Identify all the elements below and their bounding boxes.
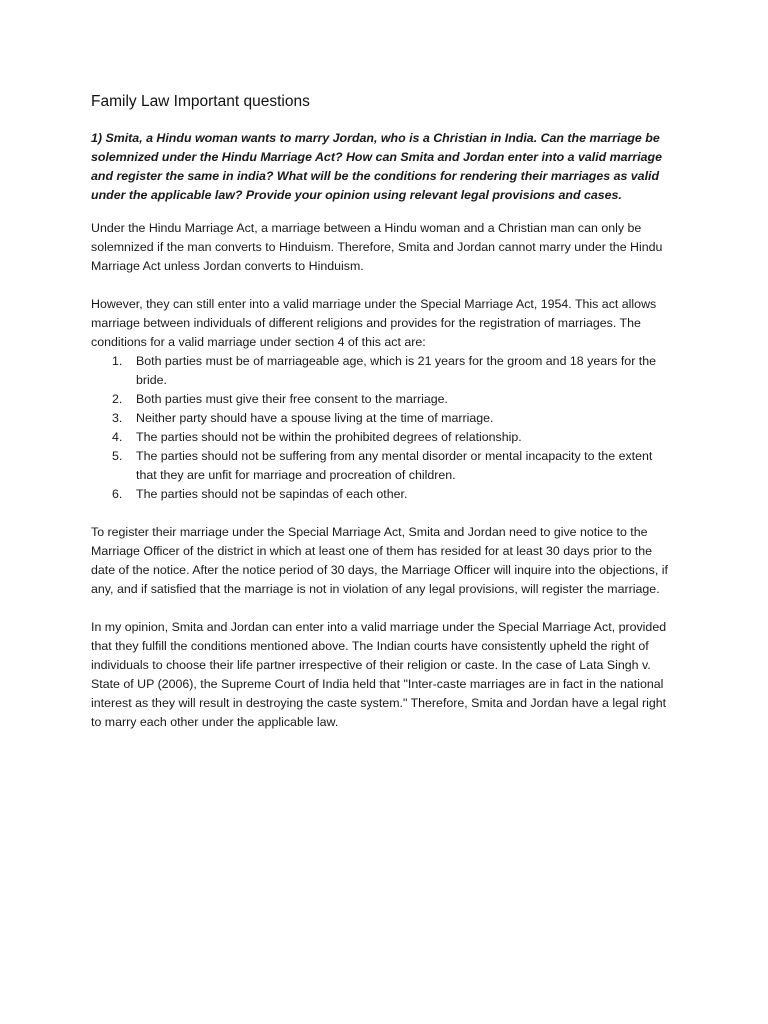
list-item-number: 3.	[112, 411, 123, 425]
list-item	[91, 428, 676, 447]
list-item-text: Both parties must be of marriageable age, which is 21 years for the groom and 18 years for the bride.	[136, 354, 656, 387]
list-item	[91, 409, 676, 428]
list-item-text: The parties should not be sapindas of each other.	[136, 487, 408, 501]
list-item	[91, 447, 676, 485]
list-item-number: 4.	[112, 430, 123, 444]
document-title: Family Law Important questions	[91, 93, 310, 110]
answer-paragraph-4: In my opinion, Smita and Jordan can enter into a valid marriage under the Special Marriage Act, provided that they fulfill the conditions mentioned above. The Indian courts have consistently upheld the right of individuals to choose their life partner irrespective of their religion or caste. In the case of Lata Singh v. State of UP (2006), the Supreme Court of India held that "Inter-caste marriages are in fact in the national interest as they will result in destroying the caste system." Therefore, Smita and Jordan have a legal right to marry each other under the applicable law.	[91, 620, 667, 729]
conditions-list	[91, 352, 676, 504]
list-item-number: 6.	[112, 487, 123, 501]
list-item	[91, 390, 676, 409]
document-page	[91, 92, 676, 751]
question-text: 1) Smita, a Hindu woman wants to marry Jordan, who is a Christian in India. Can the marriage be solemnized under the Hindu Marriage Act? How can Smita and Jordan enter into a valid marriage and register the same in india? What will be the conditions for rendering their marriages as valid under the applicable law? Provide your opinion using relevant legal provisions and cases.	[91, 131, 663, 202]
list-item	[91, 485, 676, 504]
list-item-text: Both parties must give their free consent to the marriage.	[136, 392, 448, 406]
list-item-text: The parties should not be suffering from any mental disorder or mental incapacity to the extent that they are unfit for marriage and procreation of children.	[136, 449, 653, 482]
list-item-number: 5.	[112, 449, 123, 463]
answer-paragraph-2: However, they can still enter into a valid marriage under the Special Marriage Act, 1954. This act allows marriage between individuals of different religions and provides for the registration of marriages. The conditions for a valid marriage under section 4 of this act are:	[91, 297, 657, 349]
answer-paragraph-3: To register their marriage under the Special Marriage Act, Smita and Jordan need to give notice to the Marriage Officer of the district in which at least one of them has resided for at least 30 days prior to the date of the notice. After the notice period of 30 days, the Marriage Officer will inquire into the objections, if any, and if satisfied that the marriage is not in violation of any legal provisions, will register the marriage.	[91, 525, 668, 596]
list-item	[91, 352, 676, 390]
list-item-text: Neither party should have a spouse living at the time of marriage.	[136, 411, 494, 425]
list-item-number: 1.	[112, 354, 123, 368]
list-item-number: 2.	[112, 392, 123, 406]
list-item-text: The parties should not be within the prohibited degrees of relationship.	[136, 430, 522, 444]
answer-paragraph-1: Under the Hindu Marriage Act, a marriage between a Hindu woman and a Christian man can only be solemnized if the man converts to Hinduism. Therefore, Smita and Jordan cannot marry under the Hindu Marriage Act unless Jordan converts to Hinduism.	[91, 221, 663, 273]
